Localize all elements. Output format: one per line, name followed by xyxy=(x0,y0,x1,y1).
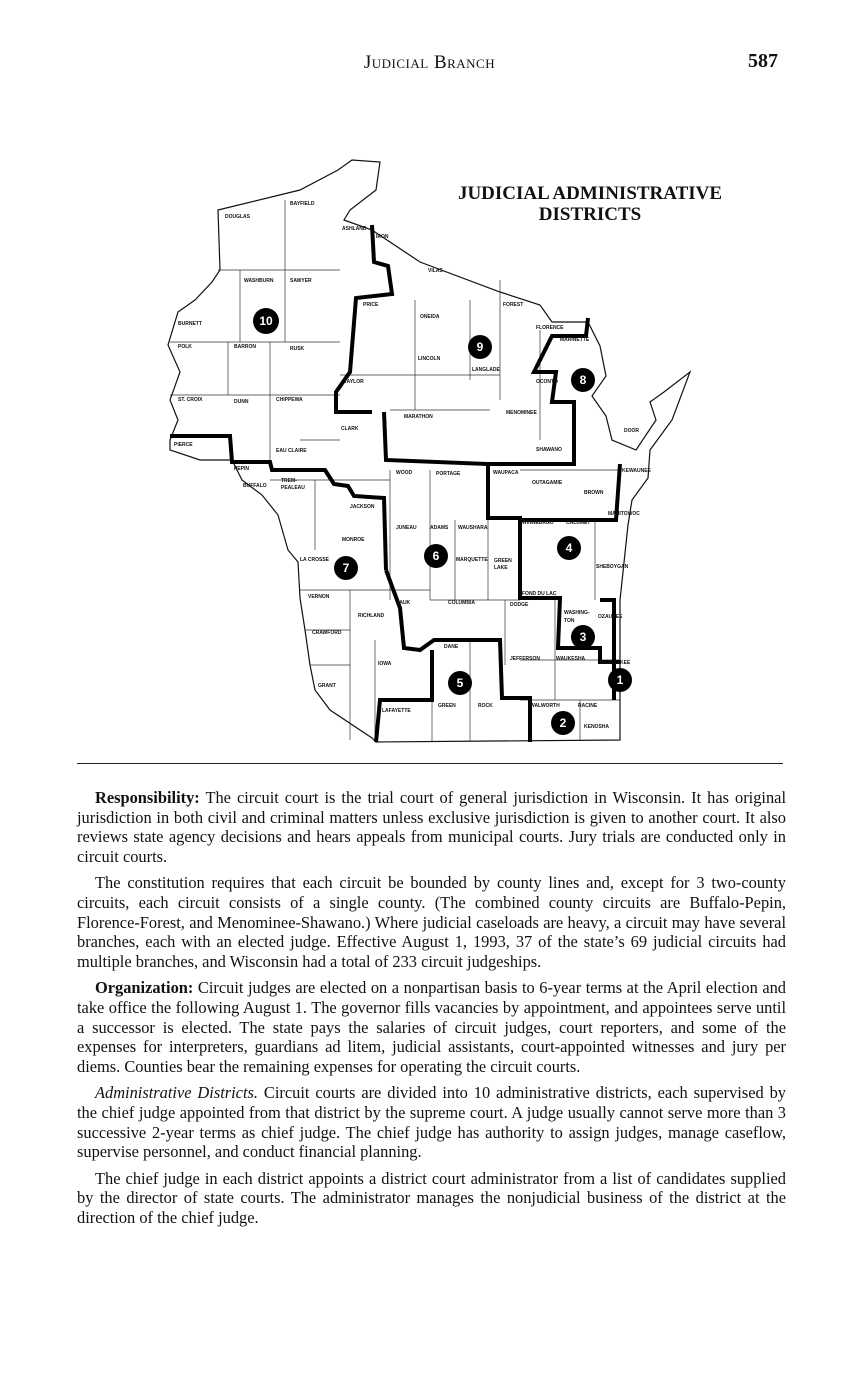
paragraph-responsibility xyxy=(77,788,786,866)
county-buffalo: BUFFALO xyxy=(243,483,267,489)
county-winnebago: WINNEBAGO xyxy=(522,520,554,526)
organization-text: Circuit judges are elected on a nonpartisan basis to 6-year terms at the April election and take office the following August 1. The governor fills vacancies by appointment, and appointees serve until a successor is elected. The state pays the salaries of circuit judges, court reporters, and some of the expenses for interpreters, guardians ad litem, judicial assistants, court-appointed witnesses and jury per diems. Counties bear the remaining expenses for operating the circuit courts. xyxy=(77,978,786,1076)
county-forest: FOREST xyxy=(503,302,524,308)
county-vernon: VERNON xyxy=(308,594,330,600)
map-title-line2: DISTRICTS xyxy=(538,204,642,225)
county-st-croix: ST. CROIX xyxy=(178,397,203,403)
svg-text:4: 4 xyxy=(565,541,573,555)
county-pepin: PEPIN xyxy=(234,466,250,472)
county-shawano: SHAWANO xyxy=(536,447,562,453)
county-lafayette: LAFAYETTE xyxy=(382,708,411,714)
svg-text:8: 8 xyxy=(579,373,587,387)
responsibility-heading: Responsibility: xyxy=(95,788,200,807)
svg-text:5: 5 xyxy=(456,676,464,690)
county-crawford: CRAWFORD xyxy=(312,630,342,636)
county-wood: WOOD xyxy=(396,470,413,476)
county-trempealeau-2: PEALEAU xyxy=(281,485,305,491)
county-menominee: MENOMINEE xyxy=(506,410,537,416)
county-kewaunee: KEWAUNEE xyxy=(622,468,651,474)
administrative-districts-text: Circuit courts are divided into 10 administrative districts, each supervised by the chief judge appointed from that district by the supreme court. A judge usually cannot serve more than 3 successive 2-year terms as chief judge. The chief judge has authority to assign judges, manage caseflow, supervise personnel, and conduct financial planning. xyxy=(77,1083,786,1162)
county-rock: ROCK xyxy=(478,703,493,709)
county-pierce: PIERCE xyxy=(174,442,193,448)
svg-text:7: 7 xyxy=(342,561,350,575)
county-taylor: TAYLOR xyxy=(344,379,364,385)
county-clark: CLARK xyxy=(341,426,359,432)
county-milwaukee: MILWAUKEE xyxy=(600,660,631,666)
county-price: PRICE xyxy=(363,302,379,308)
county-ozaukee: OZAUKEE xyxy=(598,614,623,620)
district-9-marker xyxy=(468,335,492,359)
section-divider xyxy=(77,763,783,764)
county-adams: ADAMS xyxy=(430,525,449,531)
paragraph-chief-judge: The chief judge in each district appoints a district court administrator from a list of candidates supplied by the director of state courts. The administrator manages the nonjudicial business of the district at the direction of the chief judge. xyxy=(77,1168,786,1227)
county-racine: RACINE xyxy=(578,703,598,709)
county-jackson: JACKSON xyxy=(350,504,375,510)
county-columbia: COLUMBIA xyxy=(448,600,475,606)
wisconsin-map xyxy=(150,150,710,750)
svg-text:1: 1 xyxy=(616,673,624,687)
svg-text:6: 6 xyxy=(432,549,440,563)
county-green: GREEN xyxy=(438,703,456,709)
body-text xyxy=(77,788,786,1234)
county-washington-2: TON xyxy=(564,618,575,624)
county-outagamie: OUTAGAMIE xyxy=(532,480,563,486)
county-lincoln: LINCOLN xyxy=(418,356,441,362)
county-marinette: MARINETTE xyxy=(560,337,590,343)
county-sawyer: SAWYER xyxy=(290,278,312,284)
county-florence: FLORENCE xyxy=(536,325,564,331)
county-calumet: CALUMET xyxy=(566,520,591,526)
county-manitowoc: MANITOWOC xyxy=(608,511,640,517)
county-ashland: ASHLAND xyxy=(342,226,367,232)
state-outline xyxy=(168,160,690,742)
section-title: Judicial Branch xyxy=(363,52,496,73)
district-10-marker xyxy=(253,308,279,334)
county-washington-1: WASHING- xyxy=(564,610,590,616)
county-chippewa: CHIPPEWA xyxy=(276,397,303,403)
administrative-districts-heading: Administrative Districts. xyxy=(95,1083,258,1103)
district-5-marker xyxy=(448,671,472,695)
county-juneau: JUNEAU xyxy=(396,525,417,531)
responsibility-text: The circuit court is the trial court of general jurisdiction in Wisconsin. It has original jurisdiction in both civil and criminal matters unless exclusive jurisdiction is given to another court. It also reviews state agency decisions and hears appeals from municipal courts. Jury trials are conducted only in circuit courts. xyxy=(77,788,786,866)
county-grant: GRANT xyxy=(318,683,336,689)
county-dane: DANE xyxy=(444,644,459,650)
county-oneida: ONEIDA xyxy=(420,314,440,320)
county-walworth: WALWORTH xyxy=(530,703,560,709)
county-iron: IRON xyxy=(376,234,389,240)
county-marquette: MARQUETTE xyxy=(456,557,488,563)
district-4-marker xyxy=(557,536,581,560)
county-trempealeau-1: TREM- xyxy=(281,478,297,484)
county-vilas: VILAS xyxy=(428,268,443,274)
county-sauk: SAUK xyxy=(396,600,411,606)
district-2-marker xyxy=(551,711,575,735)
county-monroe: MONROE xyxy=(342,537,365,543)
county-door: DOOR xyxy=(624,428,639,434)
county-iowa: IOWA xyxy=(378,661,392,667)
county-douglas: DOUGLAS xyxy=(225,214,250,220)
district-6-marker xyxy=(424,544,448,568)
organization-heading: Organization: xyxy=(95,978,194,998)
county-marathon: MARATHON xyxy=(404,414,433,420)
county-la-crosse: LA CROSSE xyxy=(300,557,329,563)
county-fond-du-lac: FOND DU LAC xyxy=(522,591,557,597)
county-sheboygan: SHEBOYGAN xyxy=(596,564,629,570)
county-brown: BROWN xyxy=(584,490,604,496)
county-polk: POLK xyxy=(178,344,192,350)
district-7-marker xyxy=(334,556,358,580)
paragraph-administrative-districts xyxy=(77,1083,786,1161)
county-barron: BARRON xyxy=(234,344,256,350)
svg-text:10: 10 xyxy=(259,314,273,328)
county-green-lake-2: LAKE xyxy=(494,565,508,571)
county-oconto: OCONTO xyxy=(536,379,558,385)
page-number: 587 xyxy=(748,50,778,72)
district-1-marker xyxy=(608,668,632,692)
svg-text:9: 9 xyxy=(476,340,484,354)
county-washburn: WASHBURN xyxy=(244,278,274,284)
county-portage: PORTAGE xyxy=(436,471,461,477)
map-title-line1: JUDICIAL ADMINISTRATIVE xyxy=(457,183,723,204)
county-dodge: DODGE xyxy=(510,602,529,608)
svg-text:3: 3 xyxy=(579,630,587,644)
county-richland: RICHLAND xyxy=(358,613,385,619)
county-rusk: RUSK xyxy=(290,346,305,352)
county-waukesha: WAUKESHA xyxy=(556,656,586,662)
paragraph-constitution: The constitution requires that each circuit be bounded by county lines and, except for 3 two-county circuits, each circuit consists of a single county. (The combined county circuits are Buffalo-Pepin, Florence-Forest, and Menominee-Shawano.) Where judicial caseloads are heavy, a circuit may have several branches, each with an elected judge. Effective August 1, 1993, 37 of the state’s 69 judicial circuits had multiple branches, and Wisconsin had a total of 233 circuit judgeships. xyxy=(77,873,786,971)
county-dunn: DUNN xyxy=(234,399,249,405)
county-burnett: BURNETT xyxy=(178,321,202,327)
county-bayfield: BAYFIELD xyxy=(290,201,315,207)
county-eau-claire: EAU CLAIRE xyxy=(276,448,307,454)
district-3-marker xyxy=(571,625,595,649)
county-waupaca: WAUPACA xyxy=(493,470,519,476)
county-kenosha: KENOSHA xyxy=(584,724,610,730)
county-waushara: WAUSHARA xyxy=(458,525,488,531)
paragraph-organization xyxy=(77,978,786,1076)
county-green-lake-1: GREEN xyxy=(494,558,512,564)
svg-text:2: 2 xyxy=(559,716,567,730)
district-8-marker xyxy=(571,368,595,392)
county-langlade: LANGLADE xyxy=(472,367,500,373)
county-jefferson: JEFFERSON xyxy=(510,656,541,662)
